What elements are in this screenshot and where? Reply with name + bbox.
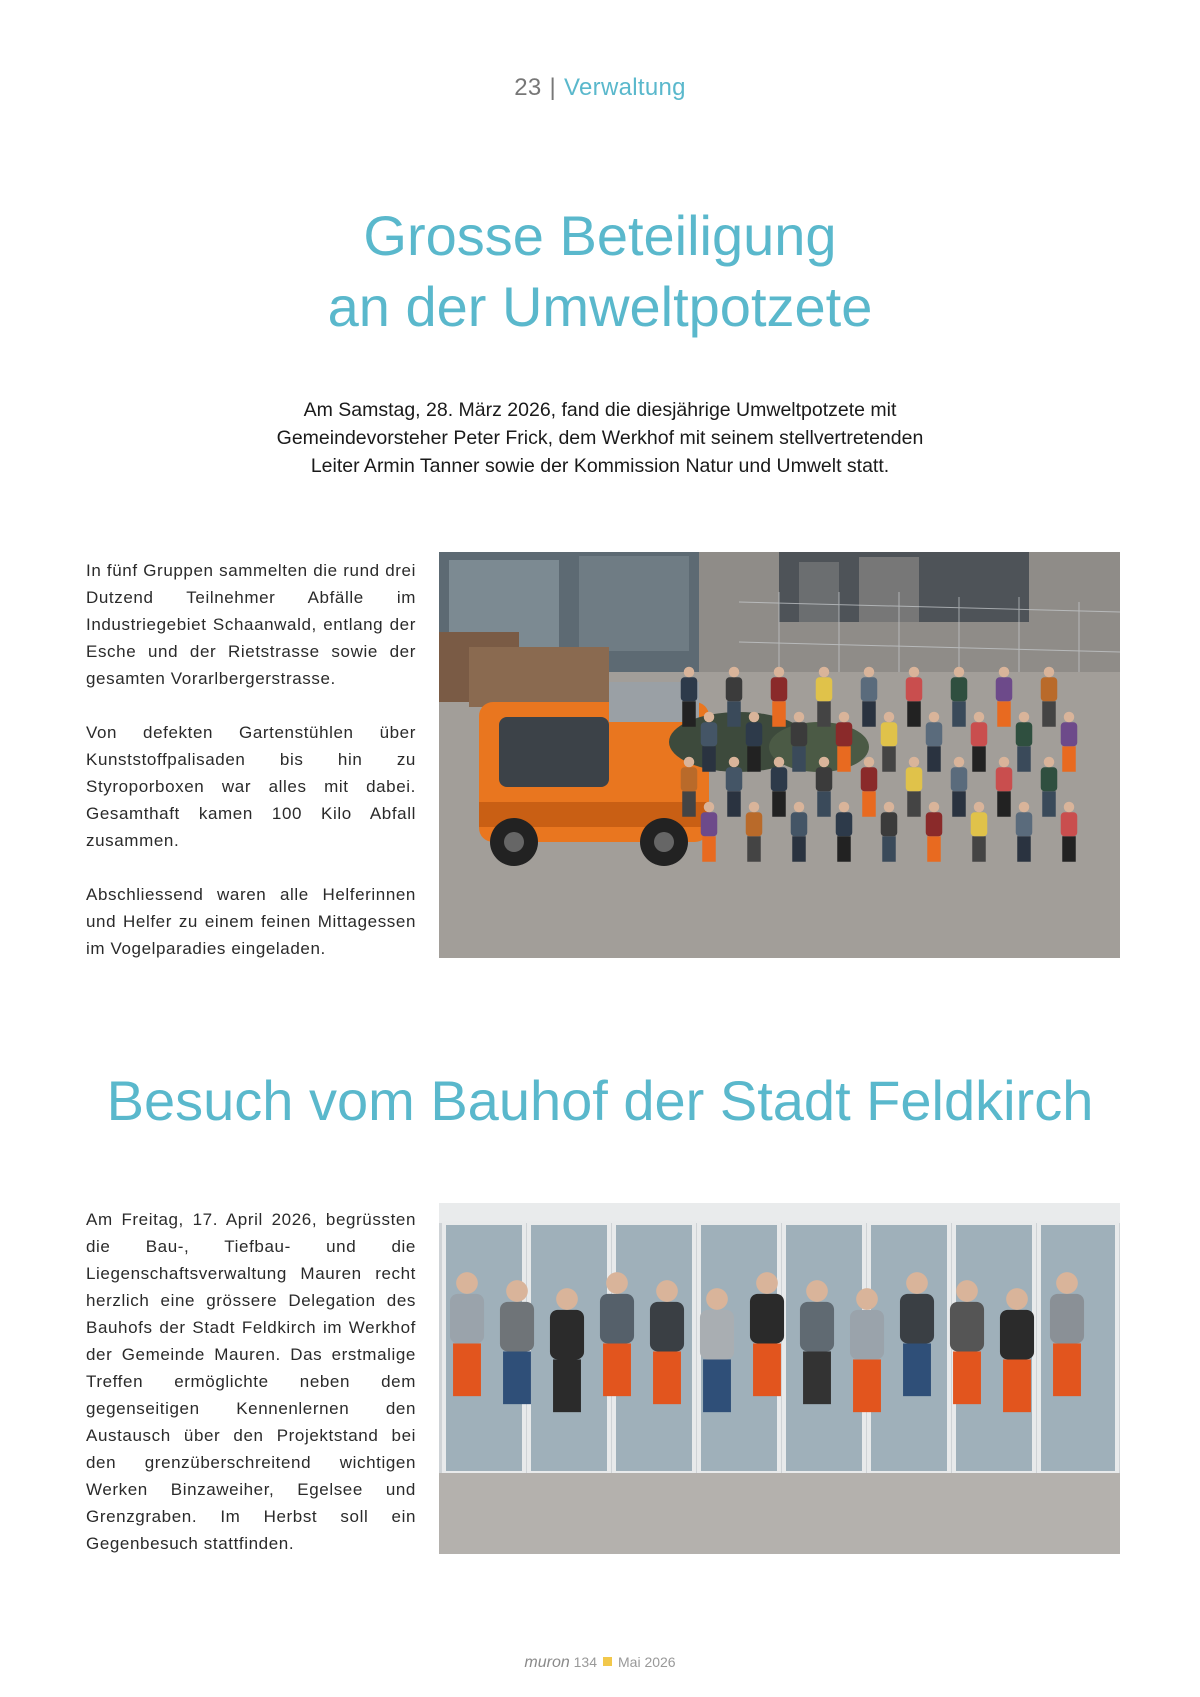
article1-paragraph: In fünf Gruppen sammelten die rund drei Dutzend Teilnehmer Abfälle im Industriegebiet Schaanwald, entlang der Esche und der Rietstrasse sowie der gesamten Vorarlbergerstrasse. bbox=[86, 561, 416, 688]
section-name: Verwaltung bbox=[564, 74, 686, 101]
article1-lead-line1: Am Samstag, 28. März 2026, fand die diesjährige Umweltpotzete mit bbox=[303, 399, 897, 421]
article1-paragraph: Abschliessend waren alle Helferinnen und Helfer zu einem feinen Mittagessen im Vogelparadies eingeladen. bbox=[86, 885, 416, 958]
page-header bbox=[0, 74, 1200, 102]
article1-lead-line2: Gemeindevorsteher Peter Frick, dem Werkhof mit seinem stellvertretenden bbox=[276, 427, 924, 449]
article2-body bbox=[86, 1206, 416, 1557]
article1-lead-line3: Leiter Armin Tanner sowie der Kommission Natur und Umwelt statt. bbox=[310, 455, 890, 477]
header-separator: | bbox=[549, 74, 557, 101]
article1-body bbox=[86, 557, 416, 962]
footer-date: Mai 2026 bbox=[618, 1654, 676, 1670]
article1-title-line1: Grosse Beteiligung bbox=[363, 204, 837, 267]
article1-title-line2: an der Umweltpotzete bbox=[327, 275, 873, 338]
article1-paragraph: Von defekten Gartenstühlen über Kunststoffpalisaden bis hin zu Styroporboxen war alles mit dabei. Gesamthaft kamen 100 Kilo Abfall zusammen. bbox=[86, 723, 416, 850]
page-footer bbox=[0, 1654, 1200, 1672]
article1-lead bbox=[150, 396, 1050, 480]
footer-brand: muron bbox=[524, 1654, 570, 1671]
article2-paragraph: Am Freitag, 17. April 2026, begrüssten die Bau-, Tiefbau- und die Liegenschaftsverwaltung Mauren recht herzlich eine grössere Delegation des Bauhofs der Stadt Feldkirch im Werkhof der Gemeinde Mauren. Das erstmalige Treffen ermöglichte neben dem gegenseitigen Kennenlernen den Austausch über den Projektstand bei den grenzüberschreitend wichtigen Werken Binzaweiher, Egelsee und Grenzgraben. Im Herbst soll ein Gegenbesuch stattfinden. bbox=[86, 1210, 416, 1553]
footer-issue: 134 bbox=[573, 1654, 597, 1670]
page-number: 23 bbox=[514, 74, 542, 101]
article1-title bbox=[0, 200, 1200, 342]
feldkirch-delegation-photo bbox=[439, 1203, 1120, 1554]
footer-square-icon bbox=[603, 1657, 612, 1666]
cleanup-group-photo bbox=[439, 552, 1120, 958]
article2-title: Besuch vom Bauhof der Stadt Feldkirch bbox=[106, 1069, 1094, 1132]
